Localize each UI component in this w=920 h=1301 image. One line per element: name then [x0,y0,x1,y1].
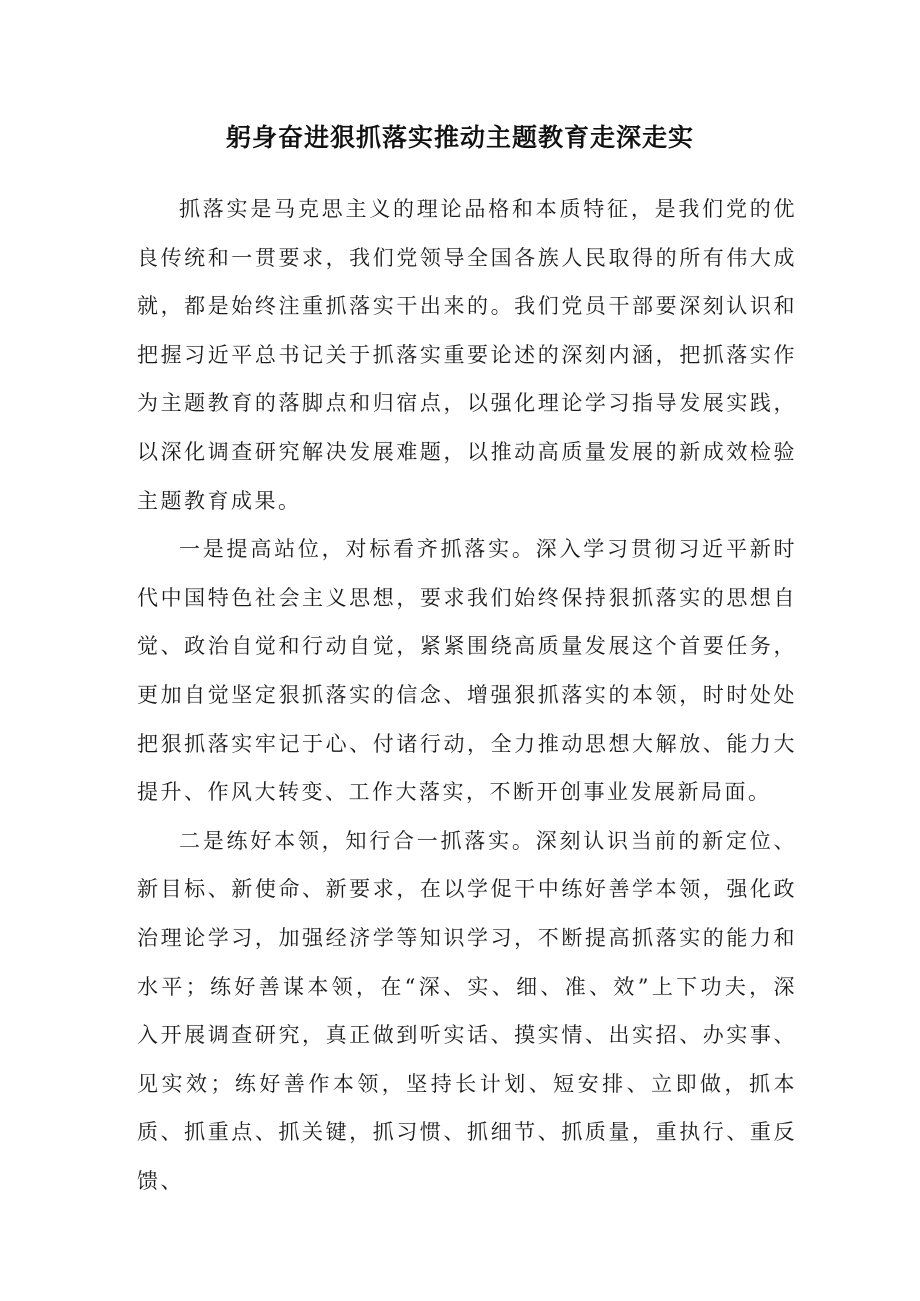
paragraph-point-one: 一是提高站位，对标看齐抓落实。深入学习贯彻习近平新时代中国特色社会主义思想，要求我们始终保持狠抓落实的思想自觉、政治自觉和行动自觉，紧紧围绕高质量发展这个首要任务，更加自觉坚定狠抓落实的信念、增强狠抓落实的本领，时时处处把狠抓落实牢记于心、付诸行动，全力推动思想大解放、能力大提升、作风大转变、工作大落实，不断开创事业发展新局面。 [137,537,797,805]
document-body [137,185,797,1205]
document-title: 躬身奋进狠抓落实推动主题教育走深走实 [225,123,694,152]
paragraph-intro: 抓落实是马克思主义的理论品格和本质特征，是我们党的优良传统和一贯要求，我们党领导全国各族人民取得的所有伟大成就，都是始终注重抓落实干出来的。我们党员干部要深刻认识和把握习近平总书记关于抓落实重要论述的深刻内涵，把抓落实作为主题教育的落脚点和归宿点，以强化理论学习指导发展实践，以深化调查研究解决发展难题，以推动高质量发展的新成效检验主题教育成果。 [137,197,797,513]
paragraph-point-two: 二是练好本领，知行合一抓落实。深刻认识当前的新定位、新目标、新使命、新要求，在以学促干中练好善学本领，强化政治理论学习，加强经济学等知识学习，不断提高抓落实的能力和水平；练好善谋本领，在“深、实、细、准、效”上下功夫，深入开展调查研究，真正做到听实话、摸实情、出实招、办实事、见实效；练好善作本领，坚持长计划、短安排、立即做，抓本质、抓重点、抓关键，抓习惯、抓细节、抓质量，重执行、重反馈、 [137,828,797,1193]
